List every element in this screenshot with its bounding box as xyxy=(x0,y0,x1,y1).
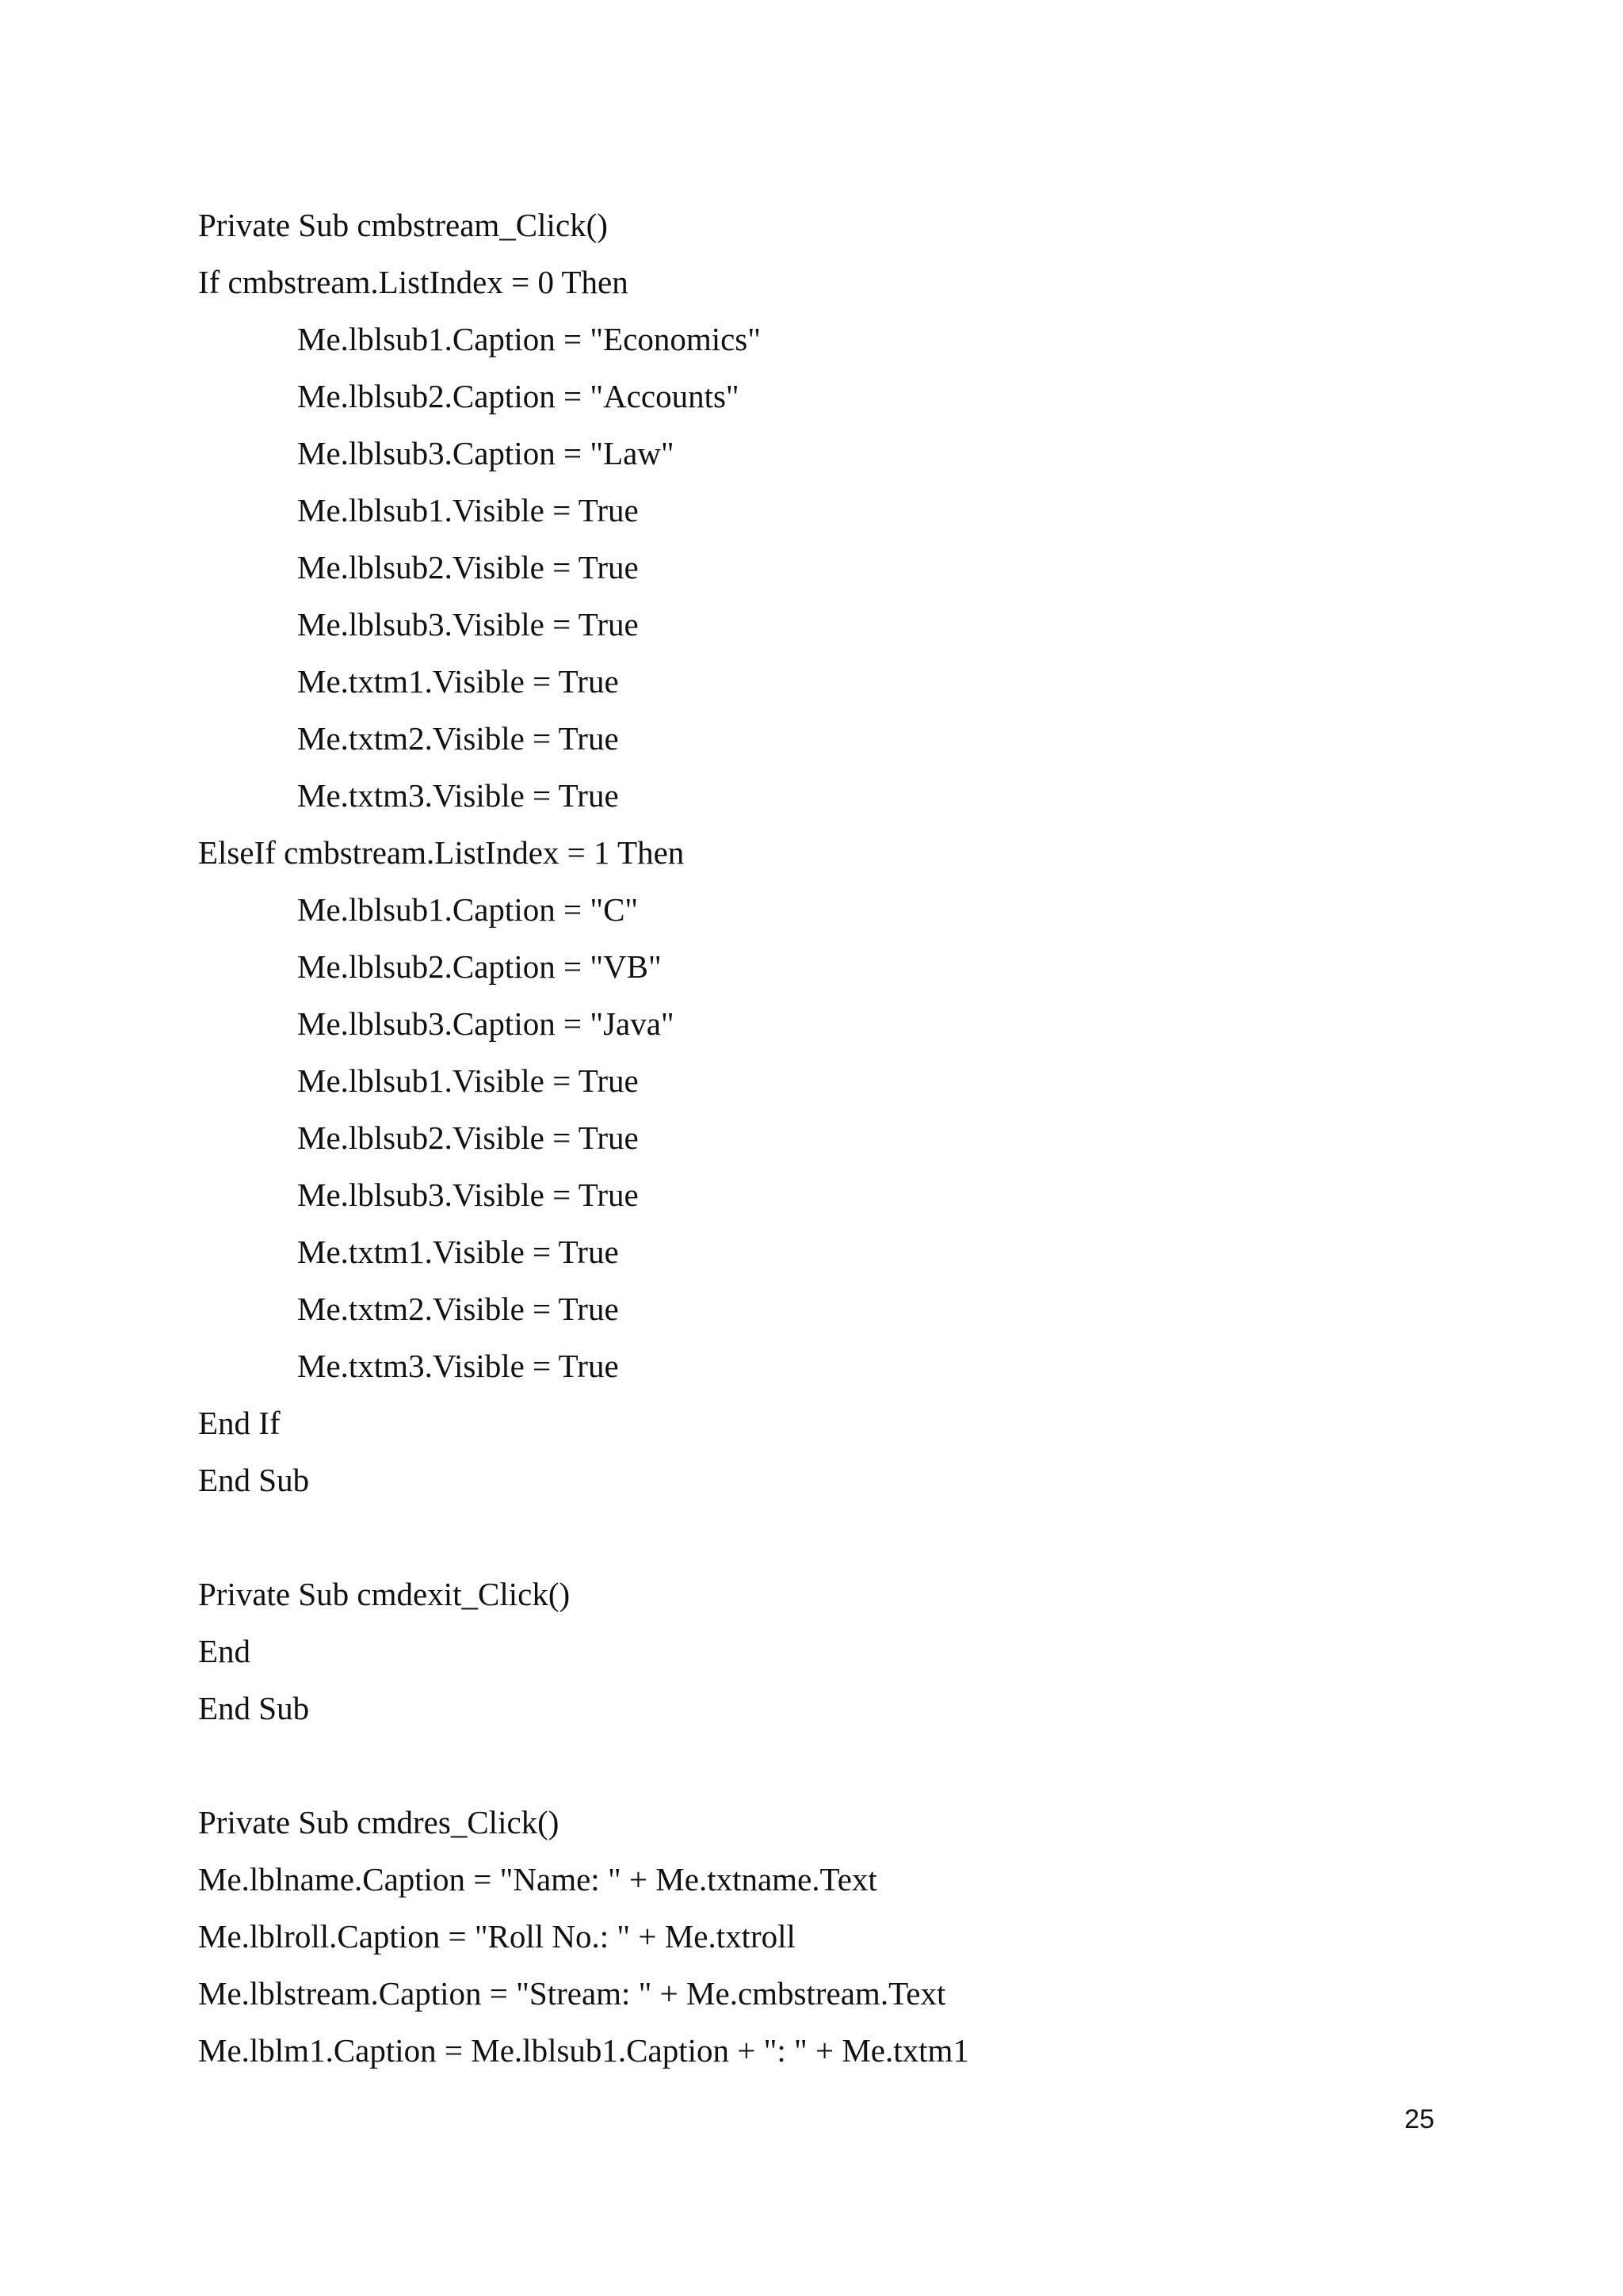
code-line: Me.txtm2.Visible = True xyxy=(297,720,619,757)
code-line: Me.lblsub1.Visible = True xyxy=(297,1062,639,1099)
code-line: Me.lblsub3.Visible = True xyxy=(297,606,639,643)
code-line: Private Sub cmdres_Click() xyxy=(198,1804,559,1840)
code-line: Me.lblsub3.Visible = True xyxy=(297,1177,639,1213)
code-listing xyxy=(198,196,1545,2079)
code-line: Me.lblsub3.Caption = "Law" xyxy=(297,435,674,471)
code-line: Me.txtm3.Visible = True xyxy=(297,777,619,814)
code-line: If cmbstream.ListIndex = 0 Then xyxy=(198,264,628,300)
code-line: Private Sub cmdexit_Click() xyxy=(198,1576,571,1612)
code-line: Me.lblsub1.Caption = "C" xyxy=(297,891,639,928)
code-line: Me.lblsub2.Visible = True xyxy=(297,549,639,585)
code-line: Me.txtm1.Visible = True xyxy=(297,663,619,700)
code-line: End Sub xyxy=(198,1690,310,1726)
code-line: Me.lblm1.Caption = Me.lblsub1.Caption + ": " + Me.txtm1 xyxy=(198,2032,969,2069)
code-line: Me.txtm1.Visible = True xyxy=(297,1234,619,1270)
code-line: Me.lblsub2.Caption = "VB" xyxy=(297,948,662,985)
code-line: Me.lblroll.Caption = "Roll No.: " + Me.txtroll xyxy=(198,1918,796,1955)
code-line: End xyxy=(198,1633,251,1669)
code-line: Me.txtm2.Visible = True xyxy=(297,1291,619,1327)
page-number: 25 xyxy=(1404,2104,1434,2134)
blank-line xyxy=(198,1508,1545,1566)
code-line: Private Sub cmbstream_Click() xyxy=(198,207,608,243)
code-line: ElseIf cmbstream.ListIndex = 1 Then xyxy=(198,834,685,871)
code-line: Me.lblstream.Caption = "Stream: " + Me.cmbstream.Text xyxy=(198,1975,946,2012)
blank-line xyxy=(198,1737,1545,1794)
code-line: Me.txtm3.Visible = True xyxy=(297,1348,619,1384)
code-line: End Sub xyxy=(198,1462,310,1498)
code-line: Me.lblsub1.Caption = "Economics" xyxy=(297,321,761,357)
code-line: Me.lblname.Caption = "Name: " + Me.txtname.Text xyxy=(198,1861,877,1897)
code-line: Me.lblsub3.Caption = "Java" xyxy=(297,1005,674,1042)
code-line: Me.lblsub2.Visible = True xyxy=(297,1119,639,1156)
code-line: Me.lblsub1.Visible = True xyxy=(297,492,639,528)
code-line: End If xyxy=(198,1405,281,1441)
code-line: Me.lblsub2.Caption = "Accounts" xyxy=(297,378,739,414)
